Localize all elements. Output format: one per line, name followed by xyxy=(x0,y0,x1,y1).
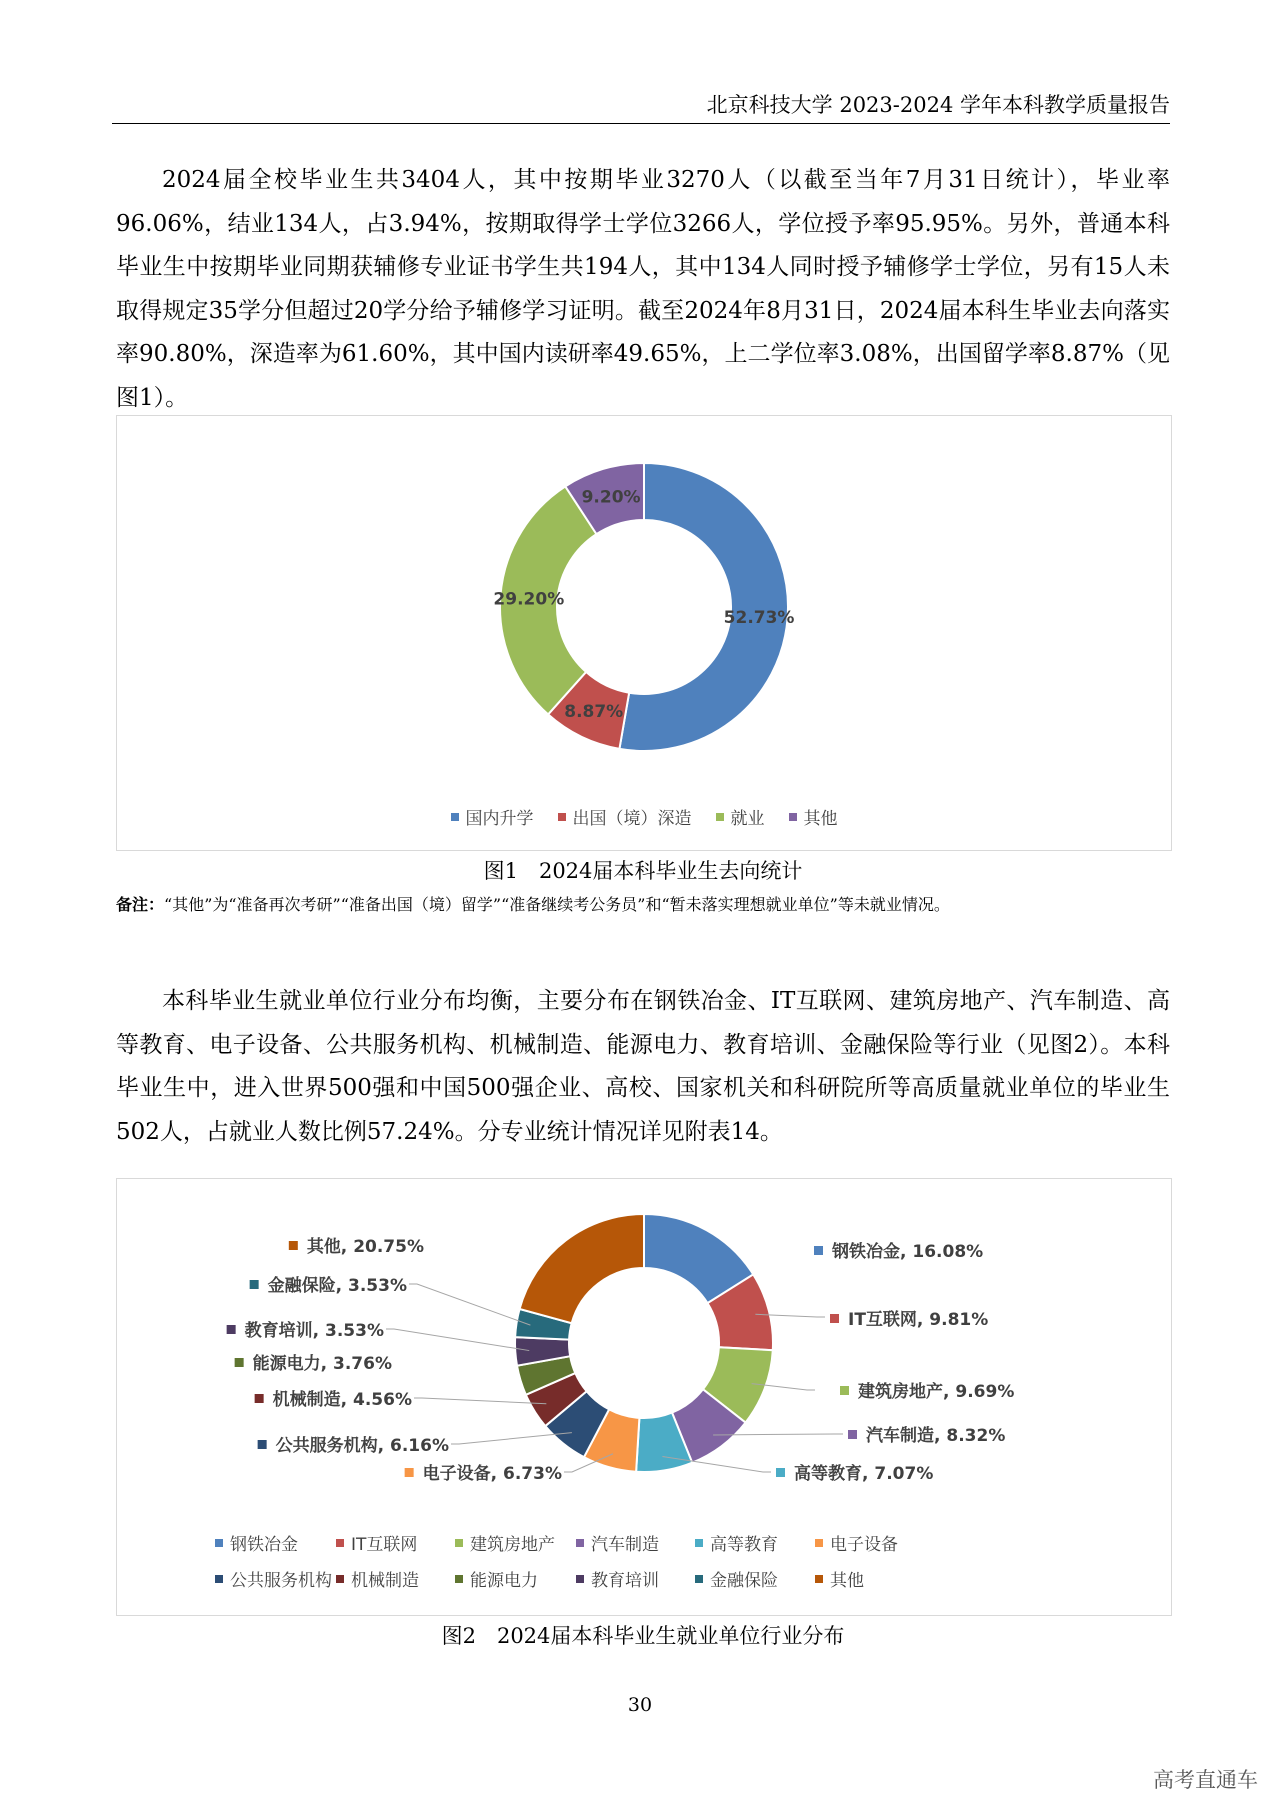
data-label-text: 电子设备, 6.73% xyxy=(422,1464,562,1484)
data-label-swatch xyxy=(289,1241,298,1250)
legend-label: 公共服务机构 xyxy=(230,1571,332,1591)
data-label-金融保险 xyxy=(250,1275,407,1296)
legend-swatch xyxy=(815,1539,823,1547)
data-label-教育培训 xyxy=(227,1320,384,1341)
legend-item-国内升学 xyxy=(451,804,534,829)
legend-label: 其他 xyxy=(830,1571,864,1591)
watermark: 高考直通车 xyxy=(1153,1768,1258,1792)
data-label-建筑房地产 xyxy=(840,1381,1014,1402)
data-label-text: 能源电力, 3.76% xyxy=(252,1354,392,1374)
legend-item-钢铁冶金 xyxy=(215,1530,298,1555)
data-label-text: 金融保险, 3.53% xyxy=(267,1276,407,1296)
data-label-其他: 9.20% xyxy=(581,487,641,508)
data-label-text: 高等教育, 7.07% xyxy=(794,1464,934,1484)
data-label-swatch xyxy=(776,1468,785,1477)
legend-label: 出国（境）深造 xyxy=(572,809,692,829)
legend-item-教育培训 xyxy=(576,1566,659,1591)
legend-swatch xyxy=(455,1539,463,1547)
figure-1-note xyxy=(116,890,1170,920)
legend-item-公共服务机构 xyxy=(215,1566,332,1591)
legend-swatch xyxy=(815,1575,823,1583)
data-label-text: 建筑房地产, 9.69% xyxy=(858,1382,1015,1402)
data-label-swatch xyxy=(840,1386,849,1395)
legend-swatch xyxy=(576,1575,584,1583)
data-label-swatch xyxy=(258,1440,267,1449)
legend-item-其他 xyxy=(815,1566,864,1591)
leader-line-教育培训 xyxy=(386,1329,529,1351)
legend-label: 教育培训 xyxy=(591,1571,659,1591)
data-label-国内升学: 52.73% xyxy=(723,607,795,628)
data-label-text: 机械制造, 4.56% xyxy=(272,1390,412,1410)
legend-label: 能源电力 xyxy=(470,1571,538,1591)
legend-label: 建筑房地产 xyxy=(470,1535,555,1555)
page-header: 北京科技大学 2023-2024 学年本科教学质量报告 xyxy=(706,93,1170,117)
legend-swatch xyxy=(451,813,459,821)
legend-label: 国内升学 xyxy=(465,809,534,829)
legend-label: IT互联网 xyxy=(351,1535,418,1555)
data-label-swatch xyxy=(830,1314,839,1323)
legend-item-出国-境-深造 xyxy=(558,804,692,829)
legend-label: 机械制造 xyxy=(351,1571,419,1591)
legend-label: 其他 xyxy=(803,809,838,829)
leader-line-公共服务机构 xyxy=(451,1433,572,1444)
data-label-电子设备 xyxy=(405,1463,562,1484)
leader-line-金融保险 xyxy=(409,1284,530,1325)
legend-item-就业 xyxy=(716,804,765,829)
legend-label: 就业 xyxy=(730,809,765,829)
legend-item-高等教育 xyxy=(695,1530,778,1555)
header-rule xyxy=(112,123,1170,124)
figure-1-destination-chart xyxy=(116,415,1172,851)
data-label-机械制造 xyxy=(255,1389,412,1410)
data-label-swatch xyxy=(250,1280,259,1289)
data-label-swatch xyxy=(227,1325,236,1334)
paragraph-graduation-stats: 2024届全校毕业生共3404人，其中按期毕业3270人（以截至当年7月31日统计），毕业率96.06%，结业134人，占3.94%，按期取得学士学位3266人，学位授予率95.95%。另外，普通本科毕业生中按期毕业同期获辅修专业证书学生共194人，其中134人同时授予辅修学士学位，另有15人未取得规定35学分但超过20学分给予辅修学习证明。截至2024年8月31日，2024届本科生毕业去向落实率90.80%，深造率为61.60%，其中国内读研率49.65%，上二学位率3.08%，出国留学率8.87%（见图1）。 xyxy=(116,167,1170,411)
note-label: 备注： xyxy=(116,895,165,914)
legend-item-建筑房地产 xyxy=(455,1530,555,1555)
chart2-legend-row-1 xyxy=(117,1530,1171,1555)
data-label-text: IT互联网, 9.81% xyxy=(848,1310,989,1330)
legend-item-汽车制造 xyxy=(576,1530,659,1555)
paragraph-industry-distribution: 本科毕业生就业单位行业分布均衡，主要分布在钢铁冶金、IT互联网、建筑房地产、汽车制造、高等教育、电子设备、公共服务机构、机械制造、能源电力、教育培训、金融保险等行业（见图2）。本科毕业生中，进入世界500强和中国500强企业、高校、国家机关和科研院所等高质量就业单位的毕业生502人，占就业人数比例57.24%。分专业统计情况详见附表14。 xyxy=(116,988,1170,1145)
page-number: 30 xyxy=(627,1694,653,1716)
destination-donut-chart xyxy=(117,416,1171,850)
legend-swatch xyxy=(789,813,797,821)
legend-item-电子设备 xyxy=(815,1530,898,1555)
data-label-公共服务机构 xyxy=(258,1435,449,1456)
legend-swatch xyxy=(455,1575,463,1583)
data-label-出国-境-深造: 8.87% xyxy=(564,701,624,722)
legend-item-能源电力 xyxy=(455,1566,538,1591)
leader-line-机械制造 xyxy=(414,1398,546,1404)
data-label-text: 钢铁冶金, 16.08% xyxy=(832,1242,984,1262)
legend-swatch xyxy=(695,1539,703,1547)
legend-swatch xyxy=(695,1575,703,1583)
data-label-swatch xyxy=(848,1430,857,1439)
data-label-swatch xyxy=(405,1468,414,1477)
legend-swatch xyxy=(558,813,566,821)
legend-label: 钢铁冶金 xyxy=(230,1535,298,1555)
data-label-text: 公共服务机构, 6.16% xyxy=(275,1436,449,1456)
legend-item-it互联网 xyxy=(336,1530,417,1555)
figure-1-caption: 图1 2024届本科毕业生去向统计 xyxy=(483,859,803,883)
legend-swatch xyxy=(215,1575,223,1583)
legend-swatch xyxy=(716,813,724,821)
data-label-高等教育 xyxy=(776,1463,933,1484)
data-label-钢铁冶金 xyxy=(814,1241,983,1262)
legend-label: 汽车制造 xyxy=(591,1535,659,1555)
data-label-swatch xyxy=(235,1358,244,1367)
legend-swatch xyxy=(215,1539,223,1547)
legend-item-机械制造 xyxy=(336,1566,419,1591)
figure-2-caption: 图2 2024届本科毕业生就业单位行业分布 xyxy=(441,1624,845,1648)
data-label-其他 xyxy=(289,1236,424,1257)
legend-label: 金融保险 xyxy=(710,1571,778,1591)
legend-swatch xyxy=(576,1539,584,1547)
legend-label: 电子设备 xyxy=(830,1535,898,1555)
data-label-就业: 29.20% xyxy=(493,589,565,610)
slice-其他 xyxy=(520,1214,644,1323)
data-label-text: 教育培训, 3.53% xyxy=(244,1321,384,1341)
chart2-legend-row-2 xyxy=(117,1566,1171,1591)
data-label-汽车制造 xyxy=(848,1425,1005,1446)
data-label-text: 汽车制造, 8.32% xyxy=(866,1426,1006,1446)
chart1-legend xyxy=(117,804,1171,829)
legend-item-其他 xyxy=(789,804,838,829)
data-label-text: 其他, 20.75% xyxy=(306,1237,424,1257)
data-label-it互联网 xyxy=(830,1309,988,1330)
note-text: “其他”为“准备再次考研”“准备出国（境）留学”“准备继续考公务员”和“暂未落实理想就业单位”等未就业情况。 xyxy=(164,895,950,914)
data-label-swatch xyxy=(814,1246,823,1255)
data-label-swatch xyxy=(255,1394,264,1403)
legend-item-金融保险 xyxy=(695,1566,778,1591)
figure-2-industry-chart xyxy=(116,1178,1172,1616)
legend-swatch xyxy=(336,1539,344,1547)
legend-label: 高等教育 xyxy=(710,1535,778,1555)
data-label-能源电力 xyxy=(235,1353,392,1374)
legend-swatch xyxy=(336,1575,344,1583)
